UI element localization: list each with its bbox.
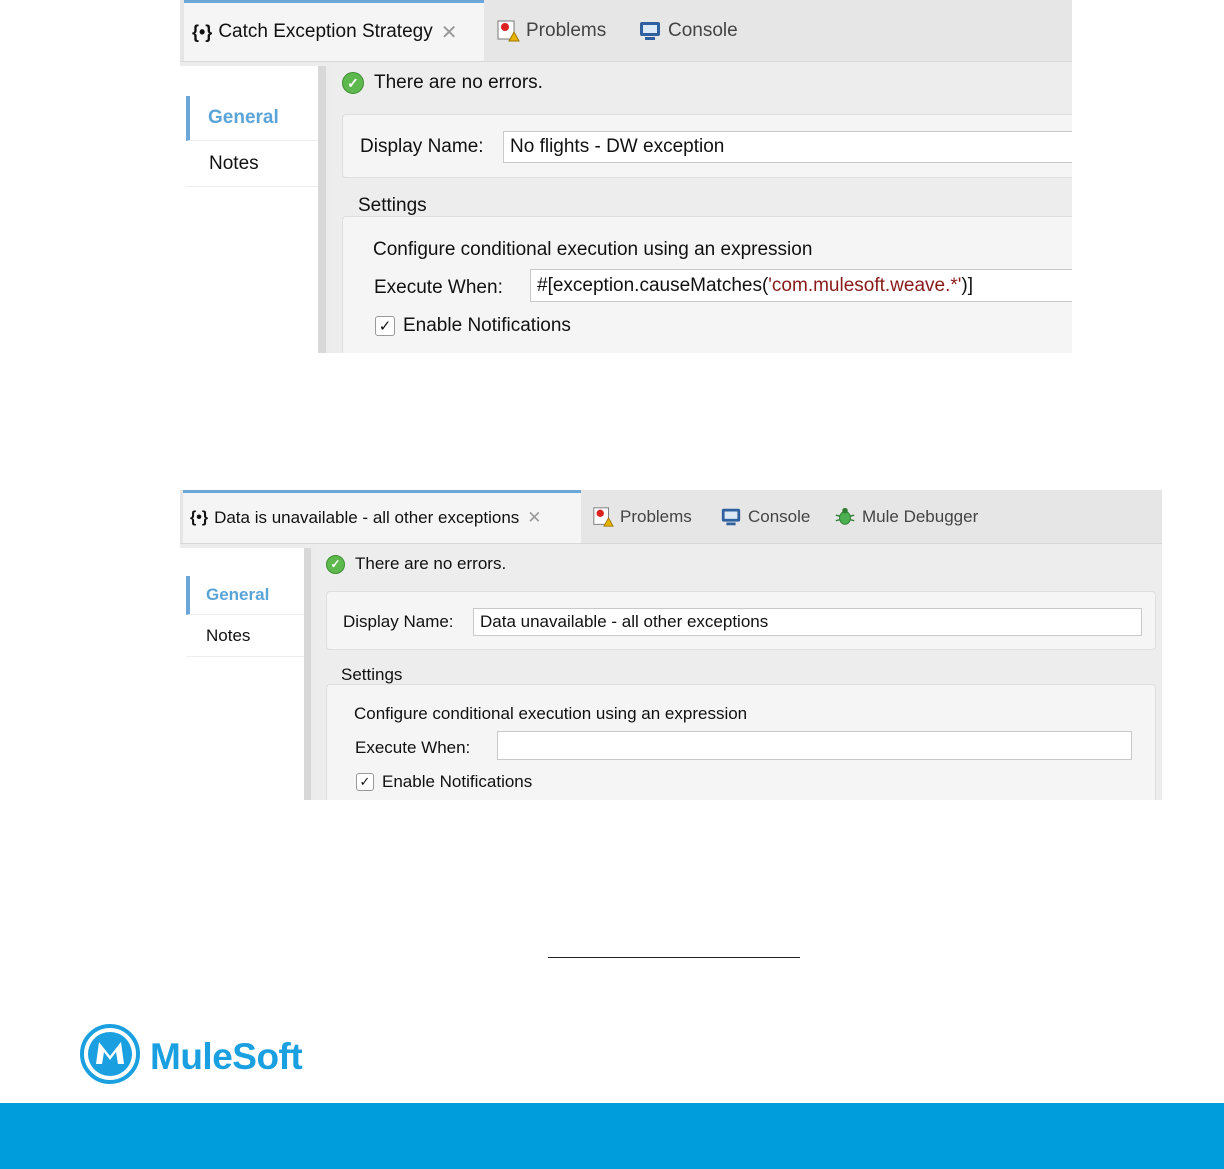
settings-panel xyxy=(326,684,1156,800)
tab-label: Console xyxy=(668,19,738,41)
execute-when-label: Execute When: xyxy=(374,277,503,298)
nav-item-notes[interactable] xyxy=(186,142,318,187)
display-name-field[interactable] xyxy=(473,608,1142,636)
display-name-label: Display Name: xyxy=(343,612,454,631)
screenshot-two xyxy=(180,490,1162,800)
nav-item-notes[interactable] xyxy=(186,616,304,657)
execute-when-field[interactable] xyxy=(530,269,1072,302)
nav-item-general[interactable] xyxy=(186,96,318,141)
check-circle-icon: ✓ xyxy=(326,555,345,574)
properties-content xyxy=(332,62,1072,353)
mulesoft-mark-icon xyxy=(80,1024,140,1089)
tab-label: Data is unavailable - all other exceptions xyxy=(214,508,520,527)
tab-problems[interactable] xyxy=(592,490,692,543)
section-nav xyxy=(180,548,305,800)
bug-icon xyxy=(834,506,856,528)
logo-text: MuleSoft xyxy=(150,1035,303,1077)
execute-when-field[interactable] xyxy=(497,731,1132,760)
configure-text: Configure conditional execution using an expression xyxy=(373,239,813,260)
tab-console[interactable] xyxy=(638,0,738,61)
enable-notifications-label: Enable Notifications xyxy=(382,772,533,791)
tab-console[interactable] xyxy=(720,490,810,543)
configure-text: Configure conditional execution using an expression xyxy=(354,704,748,723)
tab-label: Catch Exception Strategy xyxy=(218,21,433,42)
nav-label: General xyxy=(208,107,279,128)
settings-title: Settings xyxy=(358,195,427,216)
console-icon xyxy=(720,506,742,528)
exception-strategy-icon: {•} xyxy=(190,509,209,526)
close-icon[interactable]: ✕ xyxy=(527,508,542,527)
expression-prefix: #[exception.causeMatches( xyxy=(537,274,769,296)
expression-suffix: )] xyxy=(961,274,974,296)
tab-label: Problems xyxy=(620,506,692,526)
tab-label: Problems xyxy=(526,19,607,41)
status-text: There are no errors. xyxy=(374,72,543,93)
console-icon xyxy=(638,19,662,43)
expression-string: 'com.mulesoft.weave.*' xyxy=(768,274,962,296)
enable-notifications-checkbox[interactable]: ✓ xyxy=(356,773,374,791)
tab-label: Mule Debugger xyxy=(862,506,979,526)
general-panel xyxy=(326,591,1156,650)
properties-content xyxy=(317,544,1162,800)
nav-item-general[interactable] xyxy=(186,576,304,615)
pane-splitter[interactable] xyxy=(304,548,311,800)
exception-strategy-icon: {•} xyxy=(192,21,213,42)
general-panel xyxy=(342,114,1072,178)
tab-data-is-unavailable[interactable] xyxy=(183,490,581,543)
validation-status xyxy=(342,72,543,94)
status-text: There are no errors. xyxy=(355,554,507,573)
brand-footer-bar xyxy=(0,1103,1224,1169)
nav-label: General xyxy=(206,585,270,604)
enable-notifications-row[interactable] xyxy=(356,772,532,792)
nav-label: Notes xyxy=(206,626,251,645)
check-circle-icon: ✓ xyxy=(342,72,364,94)
mulesoft-logo xyxy=(80,1024,302,1089)
tab-catch-exception-strategy[interactable] xyxy=(184,0,484,61)
display-name-value: Data unavailable - all other exceptions xyxy=(480,612,769,631)
editor-tab-bar xyxy=(180,0,1072,62)
tab-problems[interactable] xyxy=(496,0,606,61)
problems-icon xyxy=(592,506,614,528)
tab-label: Console xyxy=(748,506,811,526)
execute-when-label: Execute When: xyxy=(355,738,471,757)
pane-splitter[interactable] xyxy=(318,66,326,353)
validation-status xyxy=(326,554,506,574)
footnote-divider xyxy=(548,957,800,958)
section-nav xyxy=(180,66,319,353)
tab-mule-debugger[interactable] xyxy=(834,490,978,543)
display-name-label: Display Name: xyxy=(360,136,484,157)
display-name-value: No flights - DW exception xyxy=(510,136,725,157)
settings-panel xyxy=(342,216,1072,353)
close-icon[interactable]: ✕ xyxy=(440,21,458,44)
problems-icon xyxy=(496,19,520,43)
nav-label: Notes xyxy=(209,153,259,174)
settings-title: Settings xyxy=(341,665,403,684)
enable-notifications-label: Enable Notifications xyxy=(403,315,571,336)
display-name-field[interactable] xyxy=(503,131,1072,163)
enable-notifications-row[interactable] xyxy=(375,315,571,337)
editor-tab-bar xyxy=(180,490,1162,544)
enable-notifications-checkbox[interactable]: ✓ xyxy=(375,316,395,336)
screenshot-one xyxy=(180,0,1072,353)
